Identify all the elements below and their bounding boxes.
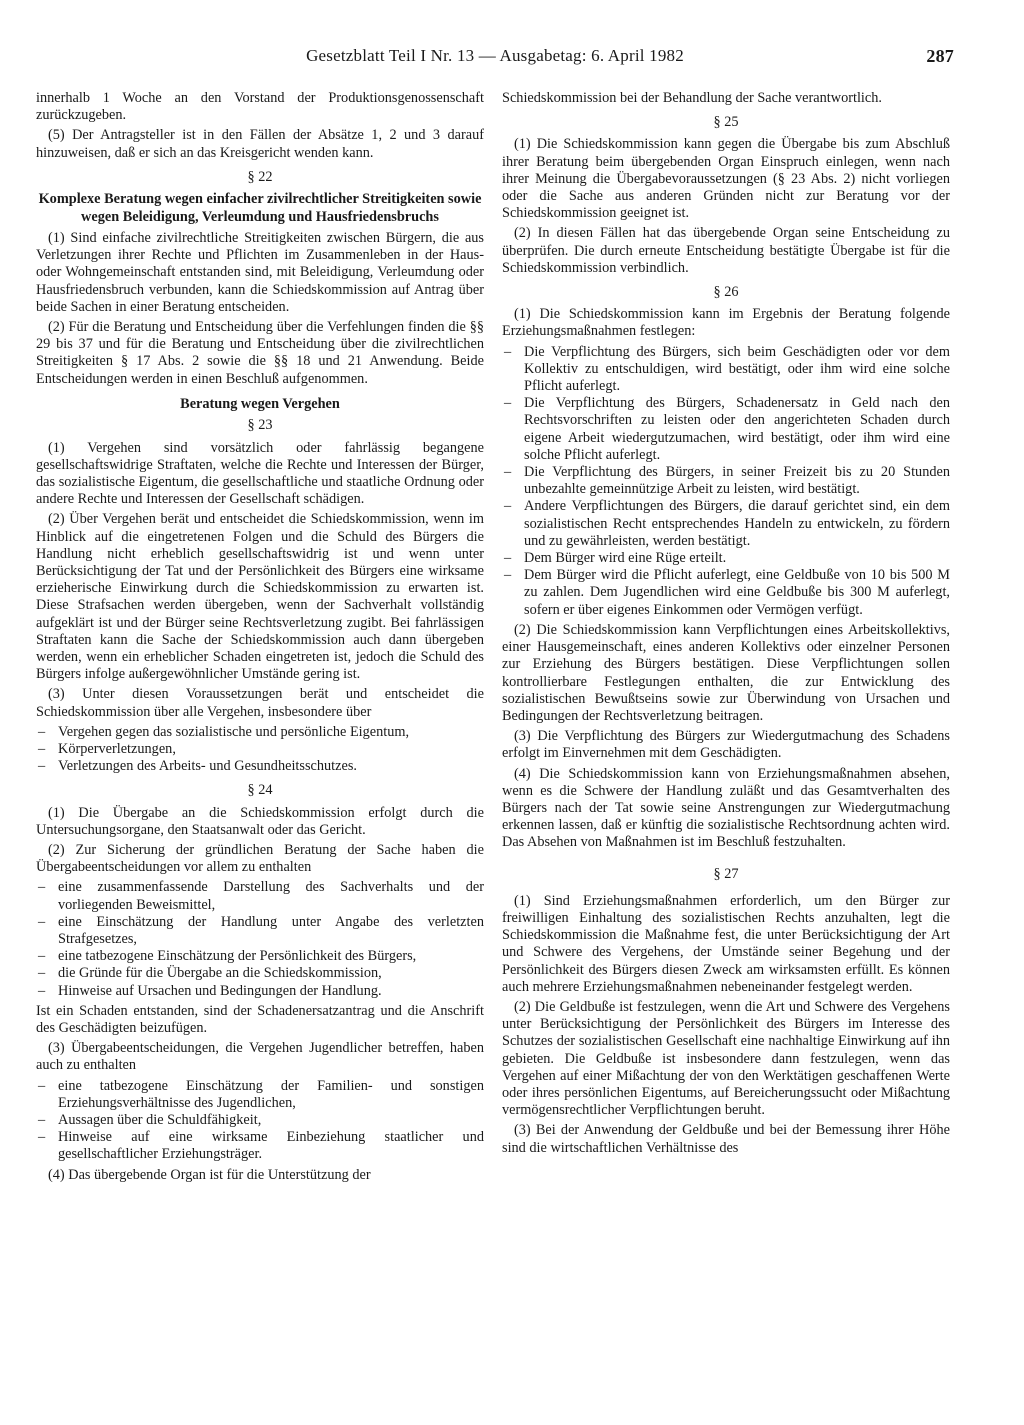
right-column — [502, 90, 950, 1160]
list-23-3 — [36, 724, 484, 776]
section-number-26: § 26 — [713, 284, 739, 301]
list-item: – Andere Verpflichtungen des Bürgers, die darauf gerichtet sind, ein dem sozialistischen Recht entsprechendes Handeln zu entwickeln, zu fördern und zu gewährleisten, werden bestätigt. — [502, 498, 950, 550]
paragraph: (2) Die Geldbuße ist festzulegen, wenn die Art und Schwere des Vergehens unter Berücksichtigung der Persönlichkeit des Bürgers im Interesse des Schutzes der sozialistischen Gesellschaft eine nachhaltige Einwirkung auf ihn gebieten. Die Geldbuße ist insbesondere dann festzulegen, wenn das Vergehen auf einer Mißachtung der von den Werktätigen geschaffenen Werte oder ihres persönlichen Eigentums, auf Bereicherungssucht oder Mißachtung vermögensrechtlicher Verpflichtungen beruht. — [502, 998, 950, 1119]
left-column — [36, 90, 484, 1187]
paragraph: Ist ein Schaden entstanden, sind der Schadenersatzantrag und die Anschrift des Geschädigten beizufügen. — [36, 1002, 484, 1037]
paragraph: (4) Die Schiedskommission kann von Erziehungsmaßnahmen absehen, wenn es die Schwere der Handlung zuläßt und das Gesamtverhalten des Bürgers nach der Tat sowie seine Anstrengungen zur Wiedergutmachung erkennen lassen, daß er künftig die sozialistische Rechtsordnung achten wird. Das Absehen von Maßnahmen ist im Beschluß festzuhalten. — [502, 765, 950, 851]
list-item: – eine Einschätzung der Handlung unter Angabe des verletzten Strafgesetzes, — [36, 914, 484, 948]
paragraph: (3) Übergabeentscheidungen, die Vergehen Jugendlicher betreffen, haben auch zu enthalten — [36, 1040, 484, 1074]
paragraph: (1) Die Schiedskommission kann gegen die Übergabe bis zum Abschluß ihrer Beratung beim übergebenden Organ Einspruch einlegen, wenn nach ihrer Meinung die Übergabevoraussetzungen (§ 23 Abs. 2) nicht vorliegen oder die Sache aus anderen Gründen nicht zur Beratung vor der Schiedskommission geeignet ist. — [502, 136, 950, 222]
list-item: – Hinweise auf eine wirksame Einbeziehung staatlicher und gesellschaftlicher Erziehungsträger. — [36, 1129, 484, 1163]
list-24-2 — [36, 879, 484, 999]
page-header — [36, 46, 954, 72]
section-number-22: § 22 — [247, 168, 273, 185]
paragraph: (1) Die Übergabe an die Schiedskommission erfolgt durch die Untersuchungsorgane, den Staatsanwalt oder das Gericht. — [36, 804, 484, 838]
section-heading-22: Komplexe Beratung wegen einfacher zivilrechtlicher Streitigkeiten sowie wegen Beleidigung, Verleumdung und Hausfriedensbruchs — [38, 191, 482, 225]
paragraph: (1) Die Schiedskommission kann im Ergebnis der Beratung folgende Erziehungsmaßnahmen festlegen: — [502, 306, 950, 340]
paragraph: (1) Sind Erziehungsmaßnahmen erforderlich, um den Bürger zur freiwilligen Einhaltung des sozialistischen Rechts anzuhalten, legt die Schiedskommission die Maßnahme fest, die unter Berücksichtigung der Art und Schwere des Vergehens, der Umstände seiner Begehung und der Persönlichkeit des Bürgers diesen Zweck am wirksamsten erfüllt. Es können auch mehrere Erziehungsmaßnahmen nebeneinander festgelegt werden. — [502, 892, 950, 995]
list-item: – die Gründe für die Übergabe an die Schiedskommission, — [36, 965, 484, 982]
paragraph: (2) Die Schiedskommission kann Verpflichtungen eines Arbeitskollektivs, einer Hausgemeinschaft, eines anderen Kollektivs oder einzelner Personen zur Erziehung des Bürgers bestätigen. Diese Verpflichtungen sollen kontrollierbare Festlegungen enthalten, die zur Entwicklung des sozialistischen Bewußtseins sowie zur Überwindung von Ursachen und Bedingungen der Rechtsverletzung beitragen. — [502, 621, 950, 724]
paragraph: Schiedskommission bei der Behandlung der Sache verantwortlich. — [502, 90, 882, 106]
paragraph: (3) Unter diesen Voraussetzungen berät und entscheidet die Schiedskommission über alle Vergehen, insbesondere über — [36, 686, 484, 720]
list-item: – Körperverletzungen, — [36, 741, 484, 758]
paragraph: (1) Sind einfache zivilrechtliche Streitigkeiten zwischen Bürgern, die aus Verletzungen ihrer Rechte und Pflichten im Zusammenleben in der Haus- oder Wohngemeinschaft entstanden sind, mit Beleidigung, Verleumdung oder Hausfriedensbruch verbunden, kann die Schiedskommission auf Antrag über beide Sachen in einer Beratung entscheiden. — [36, 230, 484, 315]
paragraph: (2) Über Vergehen berät und entscheidet die Schiedskommission, wenn im Hinblick auf die eingetretenen Folgen und die Schuld des Bürgers die Handlung nicht erheblich gesellschaftswidrig ist und wenn unter Berücksichtigung der Tat und der Persönlichkeit des Bürgers eine wirksame erzieherische Einwirkung durch die Schiedskommission zu erwarten ist. Diese Strafsachen werden übergeben, wenn der Sachverhalt vollständig aufgeklärt ist und der Bürger seine Rechtsverletzung zugibt. Bei fahrlässigen Straftaten kann die Sache der Schiedskommission auch dann übergeben werden, wenn ein erheblicher Schaden eingetreten ist, jedoch die Schuld des Bürgers infolge außergewöhnlicher Umstände gering ist. — [36, 511, 484, 683]
header-title: Gesetzblatt Teil I Nr. 13 — Ausgabetag: 6. April 1982 — [306, 46, 684, 65]
paragraph: (3) Bei der Anwendung der Geldbuße und bei der Bemessung ihrer Höhe sind die wirtschaftlichen Verhältnisse des — [502, 1122, 950, 1156]
paragraph: (4) Das übergebende Organ ist für die Unterstützung der — [48, 1166, 371, 1183]
page-number: 287 — [926, 46, 954, 66]
section-number-23: § 23 — [247, 417, 273, 434]
list-item: – Dem Bürger wird die Pflicht auferlegt, eine Geldbuße von 10 bis 500 M zu zahlen. Dem Jugendlichen wird eine Geldbuße bis 300 M auferlegt, sofern er über eigenes Einkommen oder Vermögen verfügt. — [502, 567, 950, 619]
paragraph: (2) Zur Sicherung der gründlichen Beratung der Sache haben die Übergabeentscheidungen vor allem zu enthalten — [36, 842, 484, 876]
paragraph: (2) In diesen Fällen hat das übergebende Organ seine Entscheidung zu überprüfen. Die durch erneute Entscheidung bestätigte Übergabe ist für die Schiedskommission verbindlich. — [502, 225, 950, 276]
list-item: – Die Verpflichtung des Bürgers, sich beim Geschädigten oder vor dem Kollektiv zu entschuldigen, wird bestätigt, oder ihm wird eine solche Pflicht auferlegt. — [502, 344, 950, 396]
list-item: – Dem Bürger wird eine Rüge erteilt. — [502, 550, 950, 567]
section-heading-23: Beratung wegen Vergehen — [180, 395, 340, 412]
list-item: – Verletzungen des Arbeits- und Gesundheitsschutzes. — [36, 758, 484, 775]
list-item: – eine zusammenfassende Darstellung des Sachverhalts und der vorliegenden Beweismittel, — [36, 879, 484, 913]
paragraph: (2) Für die Beratung und Entscheidung über die Verfehlungen finden die §§ 29 bis 37 und für die Beratung und Entscheidung über die zivilrechtlichen Streitigkeiten § 17 Abs. 2 sowie die §§ 18 und 21 Anwendung. Beide Entscheidungen werden in einen Beschluß aufgenommen. — [36, 319, 484, 387]
section-number-24: § 24 — [247, 782, 273, 799]
section-number-25: § 25 — [713, 114, 739, 131]
paragraph: (3) Die Verpflichtung des Bürgers zur Wiedergutmachung des Schadens erfolgt im Einvernehmen mit dem Geschädigten. — [502, 728, 950, 762]
paragraph: (5) Der Antragsteller ist in den Fällen der Absätze 1, 2 und 3 darauf hinzuweisen, daß er sich an das Kreisgericht wenden kann. — [36, 127, 484, 161]
list-item: – Vergehen gegen das sozialistische und persönliche Eigentum, — [36, 724, 484, 741]
list-item: – Hinweise auf Ursachen und Bedingungen der Handlung. — [36, 983, 484, 1000]
list-item: – Die Verpflichtung des Bürgers, in seiner Freizeit bis zu 20 Stunden unbezahlte gemeinnützige Arbeit zu leisten, wird bestätigt. — [502, 464, 950, 498]
list-item: – eine tatbezogene Einschätzung der Familien- und sonstigen Erziehungsverhältnisse des Jugendlichen, — [36, 1078, 484, 1112]
paragraph: innerhalb 1 Woche an den Vorstand der Produktionsgenossenschaft zurückzugeben. — [36, 90, 484, 124]
list-item: – eine tatbezogene Einschätzung der Persönlichkeit des Bürgers, — [36, 948, 484, 965]
list-item: – Die Verpflichtung des Bürgers, Schadenersatz in Geld nach den Rechtsvorschriften zu leisten oder den angerichteten Schaden durch eigene Arbeit wiedergutzumachen, wird bestätigt, oder ihm wird eine solche Pflicht auferlegt. — [502, 395, 950, 464]
list-item: – Aussagen über die Schuldfähigkeit, — [36, 1112, 484, 1129]
paragraph: (1) Vergehen sind vorsätzlich oder fahrlässig begangene gesellschaftswidrige Straftaten, welche die Rechte und Interessen der Bürger, das sozialistische Eigentum, die gesellschaftliche und staatliche Ordnung oder andere Rechte und Interessen der Gesellschaft schädigen. — [36, 439, 484, 508]
section-number-27: § 27 — [713, 865, 739, 882]
list-26-1 — [502, 344, 950, 619]
list-24-3 — [36, 1078, 484, 1164]
